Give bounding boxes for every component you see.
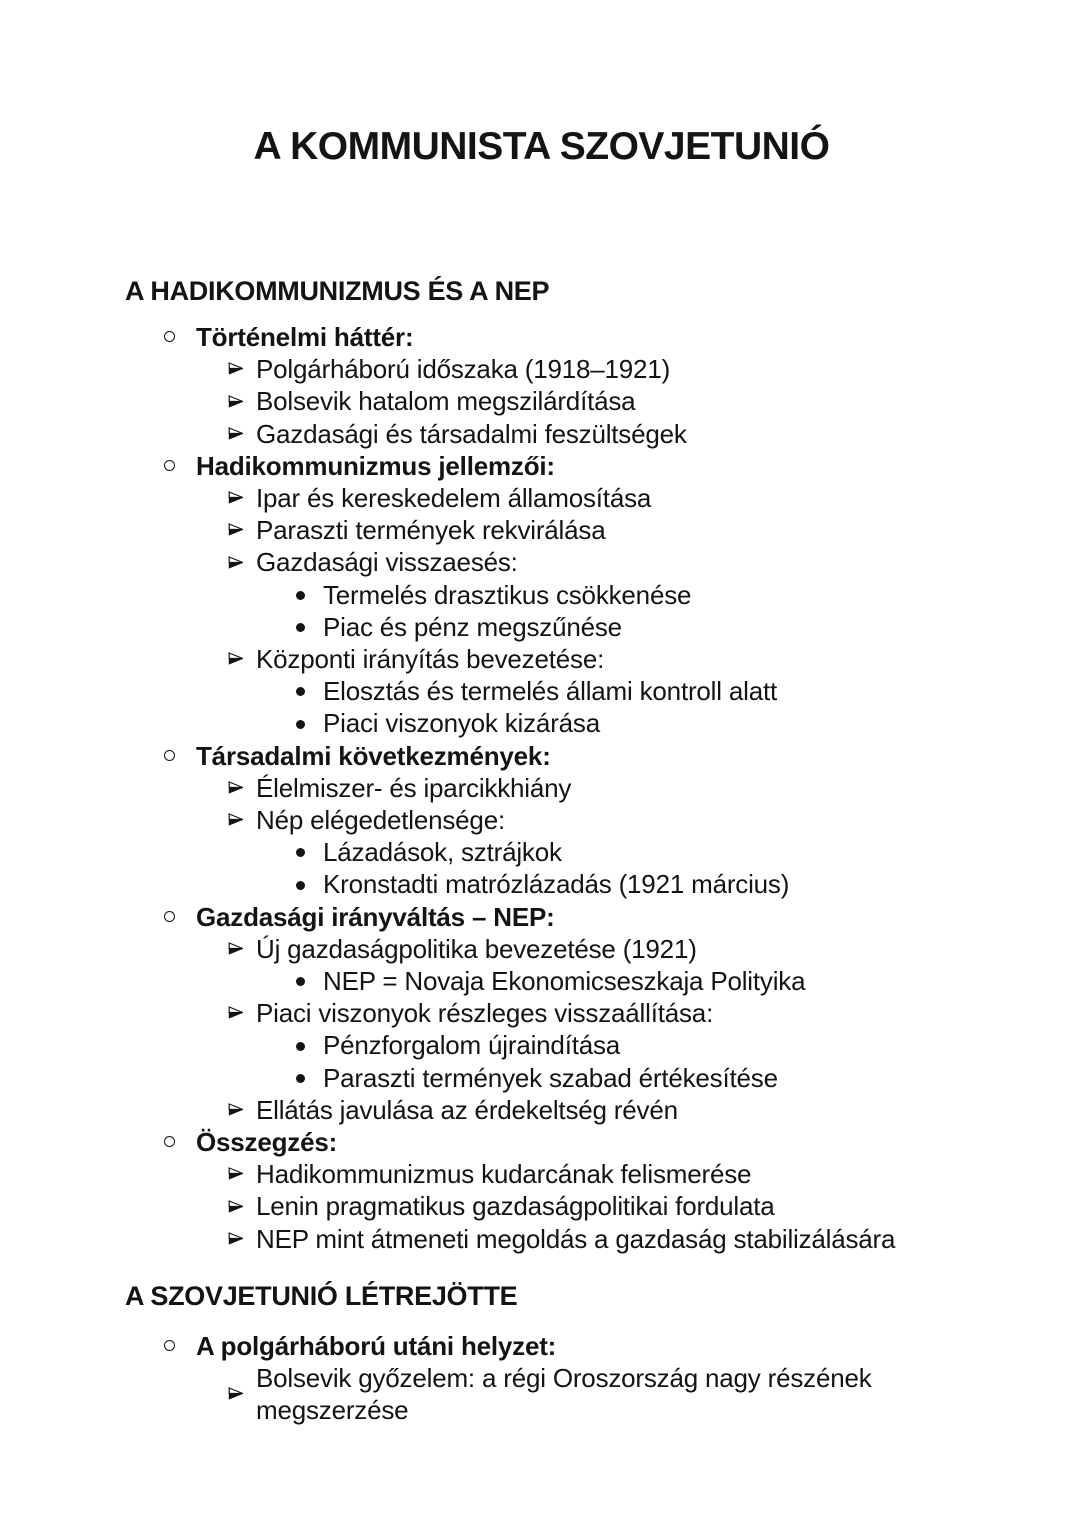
circle-bullet-icon xyxy=(164,750,175,761)
list-item xyxy=(125,901,958,933)
list-item xyxy=(125,740,958,772)
list-item xyxy=(125,450,958,482)
dot-bullet-icon xyxy=(296,623,305,632)
list-item xyxy=(125,707,958,739)
dot-bullet-icon xyxy=(296,881,305,890)
list-item xyxy=(125,482,958,514)
list-item xyxy=(125,836,958,868)
list-item-text: Társadalmi következmények: xyxy=(196,740,551,771)
arrowhead-bullet-icon xyxy=(228,555,244,570)
list-item xyxy=(125,1223,958,1255)
list-item-text: Gazdasági visszaesés: xyxy=(256,547,518,578)
section-heading: A HADIKOMMUNIZMUS ÉS A NEP xyxy=(125,276,550,306)
document-section xyxy=(125,1279,958,1427)
list-item xyxy=(125,321,958,353)
list-item-text: Nép elégedetlensége: xyxy=(256,805,505,836)
list-item-text: Elosztás és termelés állami kontroll alatt xyxy=(323,676,778,707)
document-section xyxy=(125,274,958,1255)
list-item xyxy=(125,579,958,611)
list-item-text: Bolsevik hatalom megszilárdítása xyxy=(256,386,636,417)
arrowhead-bullet-icon xyxy=(228,1005,244,1020)
arrowhead-bullet-icon xyxy=(228,780,244,795)
list-item-text: NEP = Novaja Ekonomicseszkaja Polityika xyxy=(323,966,806,997)
list-item-text: Piac és pénz megszűnése xyxy=(323,611,622,642)
dot-bullet-icon xyxy=(296,591,305,600)
list-item xyxy=(125,1094,958,1126)
list-item xyxy=(125,1062,958,1094)
list-item-text: Élelmiszer- és iparcikkhiány xyxy=(256,772,572,803)
arrowhead-bullet-icon xyxy=(228,651,244,666)
list-item xyxy=(125,933,958,965)
arrowhead-bullet-icon xyxy=(228,1199,244,1214)
list-item xyxy=(125,1126,958,1158)
list-item xyxy=(125,1362,958,1426)
circle-bullet-icon xyxy=(164,460,175,471)
list-item-text: Gazdasági irányváltás – NEP: xyxy=(196,901,555,932)
list-item-text: Piaci viszonyok részleges visszaállítása: xyxy=(256,998,714,1029)
list-item-text: Összegzés: xyxy=(196,1127,338,1158)
list-item-text: A polgárháború utáni helyzet: xyxy=(196,1330,557,1361)
section-heading: A SZOVJETUNIÓ LÉTREJÖTTE xyxy=(125,1280,518,1311)
arrowhead-bullet-icon xyxy=(228,1231,244,1246)
arrowhead-bullet-icon xyxy=(228,490,244,505)
circle-bullet-icon xyxy=(164,911,175,922)
list-item-text: Gazdasági és társadalmi feszültségek xyxy=(256,418,687,449)
list-item-text: Ellátás javulása az érdekeltség révén xyxy=(256,1094,678,1125)
arrowhead-bullet-icon xyxy=(228,394,244,409)
arrowhead-bullet-icon xyxy=(228,522,244,537)
list-item xyxy=(125,1029,958,1061)
arrowhead-bullet-icon xyxy=(228,941,244,956)
list-item-text: Paraszti termények rekvirálása xyxy=(256,515,606,546)
list-item-text: Kronstadti matrózlázadás (1921 március) xyxy=(323,869,790,900)
list-item-text: NEP mint átmeneti megoldás a gazdaság stabilizálására xyxy=(256,1223,896,1254)
dot-bullet-icon xyxy=(296,1074,305,1083)
circle-bullet-icon xyxy=(164,1340,175,1351)
arrowhead-bullet-icon xyxy=(228,426,244,441)
list-item xyxy=(125,418,958,450)
list-item-text: Hadikommunizmus jellemzői: xyxy=(196,450,555,481)
list-item-text: Pénzforgalom újraindítása xyxy=(323,1030,621,1061)
list-item-text: Paraszti termények szabad értékesítése xyxy=(323,1062,778,1093)
list-item xyxy=(125,965,958,997)
document-title: A KOMMUNISTA SZOVJETUNIÓ xyxy=(253,125,830,168)
list-item-text: Hadikommunizmus kudarcának felismerése xyxy=(256,1159,752,1190)
list-item xyxy=(125,997,958,1029)
arrowhead-bullet-icon xyxy=(228,1166,244,1181)
list-item-text: Történelmi háttér: xyxy=(196,322,414,352)
list-item-text: Központi irányítás bevezetése: xyxy=(256,644,605,675)
list-item xyxy=(125,868,958,900)
arrowhead-bullet-icon xyxy=(228,1386,244,1401)
list-item xyxy=(125,514,958,546)
list-item xyxy=(125,772,958,804)
arrowhead-bullet-icon xyxy=(228,1102,244,1117)
list-item xyxy=(125,1158,958,1190)
arrowhead-bullet-icon xyxy=(228,361,244,376)
list-item-text: Lázadások, sztrájkok xyxy=(323,837,562,868)
list-item xyxy=(125,385,958,417)
bullet-list xyxy=(125,321,958,1255)
list-item xyxy=(125,353,958,385)
dot-bullet-icon xyxy=(296,720,305,729)
list-item-text: Új gazdaságpolitika bevezetése (1921) xyxy=(256,933,697,964)
arrowhead-bullet-icon xyxy=(228,812,244,827)
list-item xyxy=(125,1190,958,1222)
list-item-text: Lenin pragmatikus gazdaságpolitikai fordulata xyxy=(256,1191,775,1222)
dot-bullet-icon xyxy=(296,1042,305,1051)
list-item xyxy=(125,546,958,578)
document-body xyxy=(125,274,958,1427)
list-item xyxy=(125,643,958,675)
list-item-text: Piaci viszonyok kizárása xyxy=(323,708,600,739)
list-item xyxy=(125,675,958,707)
list-item xyxy=(125,804,958,836)
list-item-text: Polgárháború időszaka (1918–1921) xyxy=(256,354,671,385)
list-item-text: Termelés drasztikus csökkenése xyxy=(323,579,692,610)
list-item-text: Ipar és kereskedelem államosítása xyxy=(256,483,652,514)
list-item xyxy=(125,611,958,643)
list-item-text: Bolsevik győzelem: a régi Oroszország nagy részének megszerzése xyxy=(256,1363,872,1426)
bullet-list xyxy=(125,1330,958,1427)
list-item xyxy=(125,1330,958,1362)
